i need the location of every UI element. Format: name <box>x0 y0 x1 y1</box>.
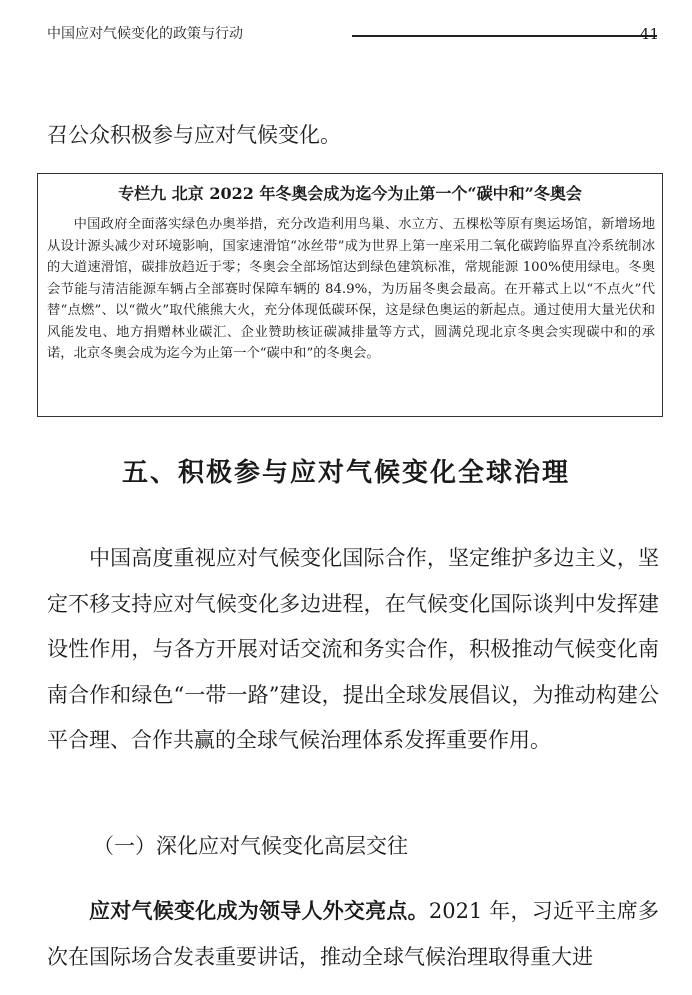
header-rule <box>352 35 657 37</box>
section-heading: 五、积极参与应对气候变化全球治理 <box>121 458 570 488</box>
box-title: 专栏九 北京 2022 年冬奥会成为迄今为止第一个“碳中和”冬奥会 <box>118 184 582 203</box>
body-paragraph-2 <box>47 888 659 980</box>
subsection-heading: （一）深化应对气候变化高层交往 <box>93 834 408 858</box>
sidebar-box <box>37 173 663 417</box>
page-header <box>47 24 659 44</box>
running-head-title: 中国应对气候变化的政策与行动 <box>47 26 243 42</box>
body-paragraph: 中国高度重视应对气候变化国际合作，坚定维护多边主义，坚定不移支持应对气候变化多边进程，在气候变化国际谈判中发挥建设性作用，与各方开展对话交流和务实合作，积极推动气候变化南南合作和绿色“一带一路”建设，提出全球发展倡议，为推动构建公平合理、合作共赢的全球气候治理体系发挥重要作用。 <box>47 546 659 752</box>
box-body: 中国政府全面落实绿色办奥举措，充分改造利用鸟巢、水立方、五棵松等原有奥运场馆，新增场地从设计源头减少对环境影响，国家速滑馆“冰丝带”成为世界上第一座采用二氧化碳跨临界直冷系统制冰的大道速滑馆，碳排放趋近于零；冬奥会全部场馆达到绿色建筑标准，常规能源 100%使用绿电。冬奥会节能与清洁能源车辆占全部赛时保障车辆的 84.9%，为历届冬奥会最高。在开幕式上以“不点火”代替“点燃”、以“微火”取代熊熊大火，充分体现低碳环保，这是绿色奥运的新起点。通过使用大量光伏和风能发电、地方捐赠林业碳汇、企业赞助核证碳减排量等方式，圆满兑现北京冬奥会实现碳中和的承诺，北京冬奥会成为迄今为止第一个“碳中和”的冬奥会。 <box>47 217 655 361</box>
carryover-text: 召公众积极参与应对气候变化。 <box>47 123 341 147</box>
paragraph-lead: 应对气候变化成为领导人外交亮点。 <box>89 898 429 923</box>
page-number: 41 <box>639 25 659 43</box>
paragraph-text: 2021 年，习近平主席多次在国际场合发表重要讲话，推动全球气候治理取得重大进 <box>47 899 659 969</box>
